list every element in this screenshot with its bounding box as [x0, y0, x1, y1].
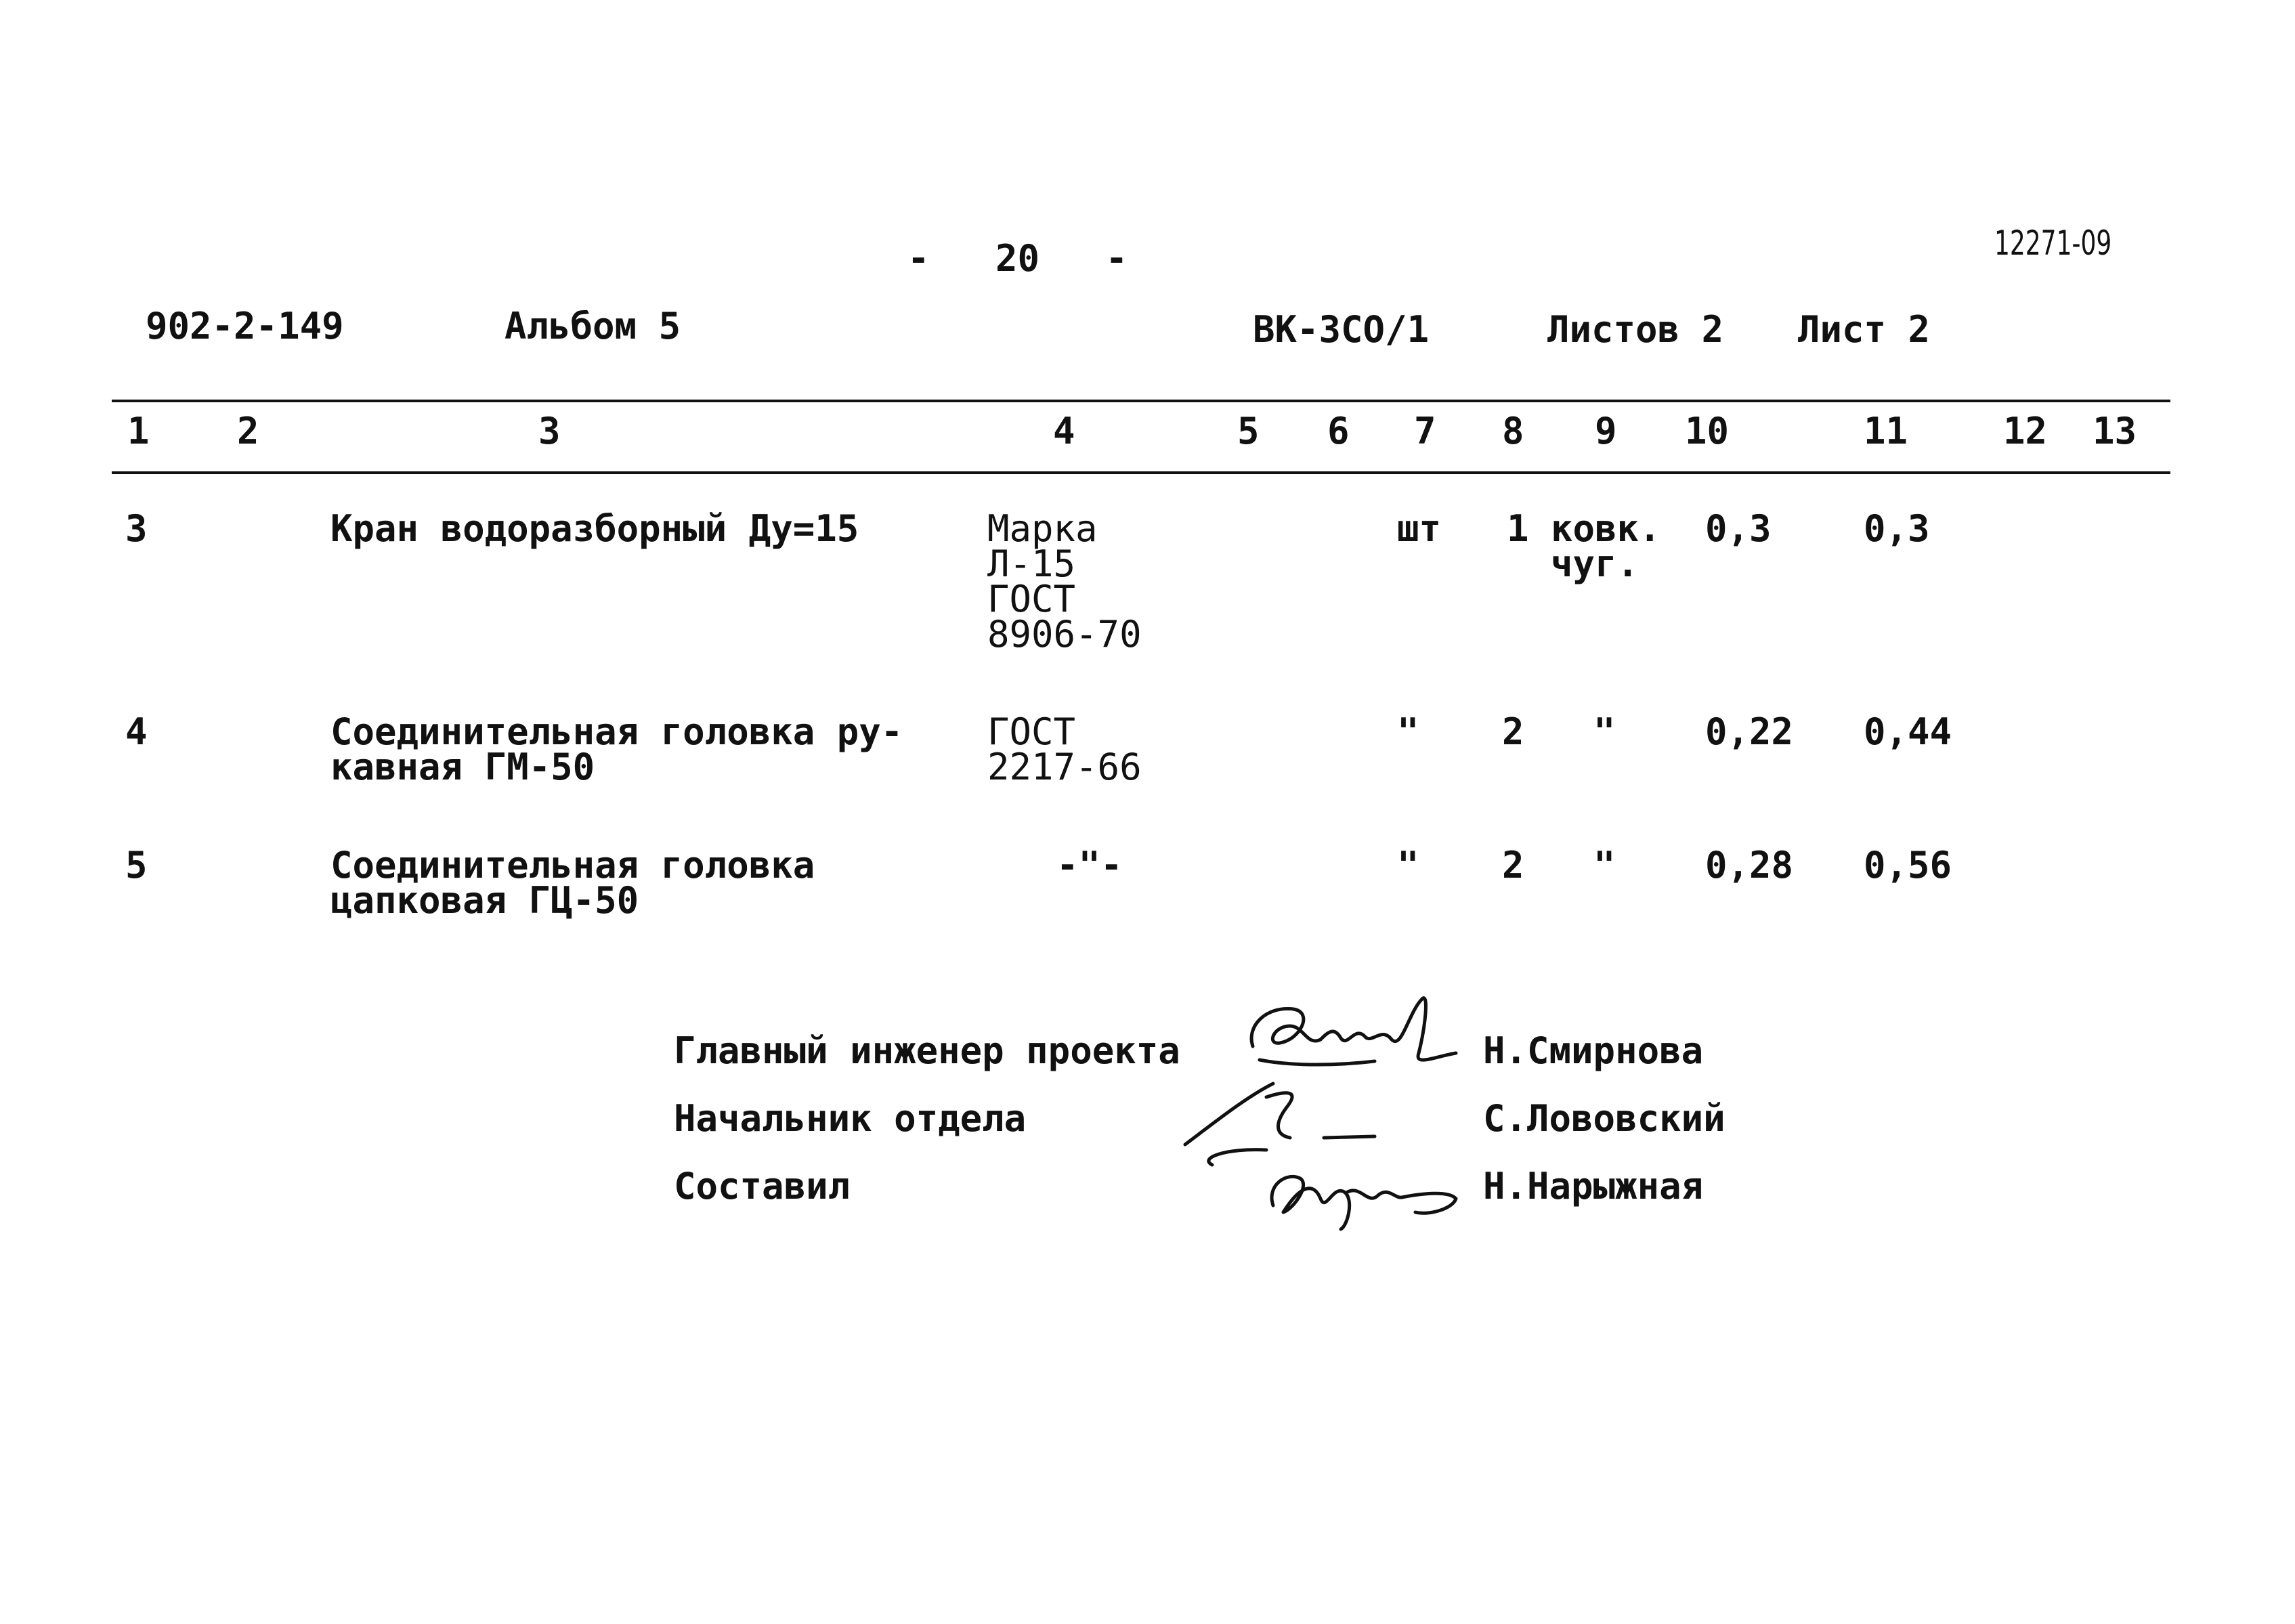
row-unit: "	[1397, 844, 1419, 886]
row-total-mass: 0,56	[1864, 844, 1952, 886]
row-unit: шт	[1397, 507, 1442, 550]
column-header: 10	[1685, 410, 1730, 452]
column-header: 12	[2003, 410, 2048, 452]
row-total-mass: 0,3	[1864, 507, 1930, 550]
signature-role: Главный инженер проекта	[674, 1029, 1180, 1072]
column-header: 3	[538, 410, 561, 452]
column-header: 9	[1595, 410, 1617, 452]
row-material: "	[1593, 710, 1616, 753]
page-number: - 20 -	[907, 237, 1128, 280]
signature-name: Н.Смирнова	[1483, 1029, 1704, 1072]
table-top-rule	[112, 400, 2170, 402]
sheet-code: ВК-3СО/1	[1253, 308, 1430, 351]
row-position: 4	[125, 710, 148, 753]
column-header: 7	[1414, 410, 1436, 452]
row-document: -"-	[1056, 844, 1123, 886]
row-position: 5	[125, 844, 148, 886]
column-header: 1	[127, 410, 150, 452]
stamp-number: 12271-09	[1994, 223, 2112, 263]
row-unit-mass: 0,3	[1705, 507, 1772, 550]
row-name: Кран водоразборный Ду=15	[330, 507, 859, 550]
row-quantity: 2	[1502, 844, 1524, 886]
row-quantity: 1	[1507, 507, 1529, 550]
row-name: Соединительная головка ру- кавная ГМ-50	[330, 710, 903, 788]
row-document: ГОСТ 2217-66	[987, 710, 1142, 788]
column-header: 13	[2093, 410, 2137, 452]
handwritten-signature-icon	[1239, 985, 1476, 1080]
row-total-mass: 0,44	[1864, 710, 1952, 753]
sheet-current: Лист 2	[1798, 308, 1931, 351]
row-name: Соединительная головка цапковая ГЦ-50	[330, 844, 815, 922]
row-material: "	[1593, 844, 1616, 886]
signature-name: С.Лововский	[1483, 1097, 1725, 1140]
column-header: 11	[1864, 410, 1908, 452]
row-material: ковк. чуг.	[1551, 507, 1661, 585]
row-unit-mass: 0,28	[1705, 844, 1794, 886]
doc-code: 902-2-149	[146, 305, 344, 347]
row-unit: "	[1397, 710, 1419, 753]
column-header: 2	[237, 410, 259, 452]
row-document: Марка Л-15 ГОСТ 8906-70	[987, 507, 1142, 656]
sheets-total: Листов 2	[1547, 308, 1724, 351]
table-header-rule	[112, 471, 2170, 474]
signature-name: Н.Нарыжная	[1483, 1165, 1704, 1208]
handwritten-signature-icon	[1253, 1145, 1476, 1233]
signature-role: Начальник отдела	[674, 1097, 1027, 1140]
column-header: 5	[1237, 410, 1260, 452]
album-label: Альбом 5	[505, 305, 681, 347]
row-position: 3	[125, 507, 148, 550]
row-quantity: 2	[1502, 710, 1524, 753]
column-header: 6	[1327, 410, 1350, 452]
signature-role: Составил	[674, 1165, 851, 1208]
row-unit-mass: 0,22	[1705, 710, 1794, 753]
column-header: 4	[1053, 410, 1075, 452]
column-header: 8	[1502, 410, 1524, 452]
